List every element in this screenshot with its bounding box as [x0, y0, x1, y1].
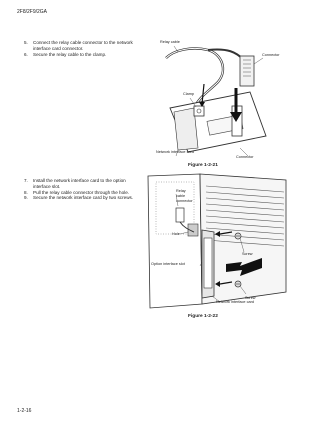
step-7	[24, 178, 136, 190]
step-number: 8.	[24, 189, 28, 195]
label-connector-bottom: Connector	[236, 155, 254, 159]
label-option-interface-slot: Option interface slot	[151, 262, 185, 266]
instruction-steps-7-9	[24, 178, 136, 201]
step-text: Connect the relay cable connector to the network interface card connector.	[33, 40, 133, 51]
step-text: Pull the relay cable connector through the hole.	[33, 189, 130, 195]
step-text: Secure the relay cable to the clamp.	[33, 51, 107, 57]
label-connector-top: Connector	[262, 53, 280, 57]
step-9	[24, 195, 136, 201]
label-screw-2: Screw	[245, 296, 256, 300]
step-text: Install the network interface card to the option interface slot.	[33, 178, 126, 189]
step-6	[24, 52, 136, 58]
label-relay: Relay	[176, 189, 186, 193]
page-number: 1-2-16	[17, 408, 32, 414]
label-cable: cable	[176, 194, 186, 198]
clamp	[194, 106, 204, 116]
step-number: 7.	[24, 178, 28, 183]
step-number: 9.	[24, 195, 28, 201]
relay-cable-connector	[176, 208, 184, 222]
step-5	[24, 40, 136, 52]
step-number: 5.	[24, 40, 28, 45]
label-network-interface-card: Network interface card	[156, 150, 194, 154]
label-clamp: Clamp	[183, 92, 194, 96]
connector-top	[240, 56, 254, 86]
label-network-interface-card-2: Network interface card	[216, 300, 254, 304]
figure-1-2-22-illustration	[140, 172, 290, 312]
label-hole: Hole	[172, 232, 180, 236]
instruction-steps-5-6	[24, 40, 136, 57]
label-connector: connector	[176, 199, 193, 203]
figure-1-2-21-caption: Figure 1-2-21	[188, 163, 218, 168]
label-screw-1: Screw	[242, 252, 253, 256]
label-relay-cable: Relay cable	[160, 40, 180, 44]
step-number: 6.	[24, 51, 28, 57]
page-header-model: 2F8/2F9/2GA	[17, 9, 48, 15]
figure-1-2-22-caption: Figure 1-2-22	[188, 314, 218, 319]
step-text: Secure the network interface card by two screws.	[33, 195, 134, 201]
